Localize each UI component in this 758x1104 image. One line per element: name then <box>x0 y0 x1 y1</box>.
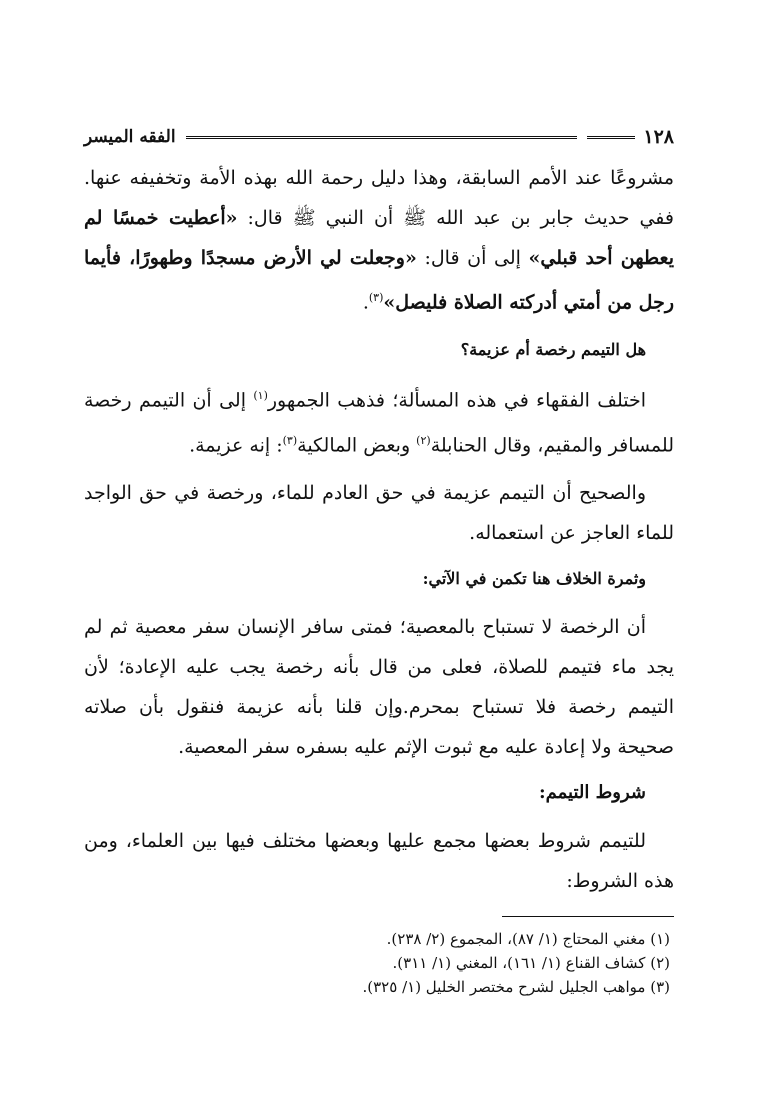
opinion-text-2: إلى أن التيمم رخصة للمسافر والمقيم، وقال الحنابلة <box>84 389 674 456</box>
paragraph-khilaf-result: أن الرخصة لا تستباح بالمعصية؛ فمتى سافر الإنسان سفر معصية ثم لم يجد ماء فتيمم للصلاة، فعلى من قال بأنه رخصة يجب عليه الإعادة؛ لأن التيمم رخصة فلا تستباح بمحرم.وإن قلنا بأنه عزيمة فنقول بأن صلاته صحيحة ولا إعادة عليه مع ثبوت الإثم عليه بسفره سفر المعصية. <box>84 615 674 758</box>
hadith-connector-text: إلى أن قال: <box>416 247 529 269</box>
page-number: ١٢٨ <box>643 126 674 148</box>
book-title: الفقه الميسر <box>84 127 176 147</box>
page-header <box>84 122 674 152</box>
footnotes <box>84 927 674 999</box>
footnote-separator <box>502 916 674 917</box>
page-body <box>84 158 674 901</box>
paragraph-correct-view: والصحيح أن التيمم عزيمة في حق العادم للماء، ورخصة في حق الواجد للماء العاجز عن استعماله. <box>84 481 674 544</box>
sentence-end: . <box>362 291 369 314</box>
footnote-1: (١) مغني المحتاج (١/ ٨٧)، المجموع (٢/ ٢٣٨). <box>386 930 670 948</box>
opinion-text-4: : إنه عزيمة. <box>189 433 283 456</box>
footnote-ref: (٢) <box>416 433 431 447</box>
footnote-ref: (٣) <box>368 291 384 304</box>
footnote-ref: (٣) <box>282 433 298 447</box>
header-rule-long <box>186 136 578 139</box>
opinion-text-1: اختلف الفقهاء في هذه المسألة؛ فذهب الجمهور <box>267 389 646 412</box>
section-heading-khilaf: وثمرة الخلاف هنا تكمن في الآتي: <box>422 568 646 588</box>
header-rule-short <box>587 136 635 139</box>
opinion-text-3: وبعض المالكية <box>297 433 417 456</box>
footnote-2: (٢) كشاف القناع (١/ ١٦١)، المغني (١/ ٣١١). <box>392 954 670 972</box>
hadith-quote-2: «وجعلت لي الأرض مسجدًا وطهورًا، فأيما رجل من أمتي أدركته الصلاة فليصل» <box>84 247 674 314</box>
footnote-ref: (١) <box>253 389 268 403</box>
hadith-quote-1: «أعطيت خمسًا لم يعطهن أحد قبلي» <box>84 207 675 269</box>
footnote-3: (٣) مواهب الجليل لشرح مختصر الخليل (١/ ٣٢٥). <box>362 978 670 996</box>
paragraph-scholars-opinions <box>84 376 674 465</box>
paragraph-hadith <box>84 158 674 322</box>
hadith-intro-text: مشروعًا عند الأمم السابقة، وهذا دليل رحمة الله بهذه الأمة وتخفيفه عنها. ففي حديث جابر بن عبد الله ﷺ أن النبي ﷺ قال: <box>84 167 674 229</box>
paragraph-conditions: للتيمم شروط بعضها مجمع عليها وبعضها مختلف فيها بين العلماء، ومن هذه الشروط: <box>84 829 674 892</box>
section-heading-rukhsa: هل التيمم رخصة أم عزيمة؟ <box>460 340 646 360</box>
section-heading-conditions: شروط التيمم: <box>539 781 646 803</box>
